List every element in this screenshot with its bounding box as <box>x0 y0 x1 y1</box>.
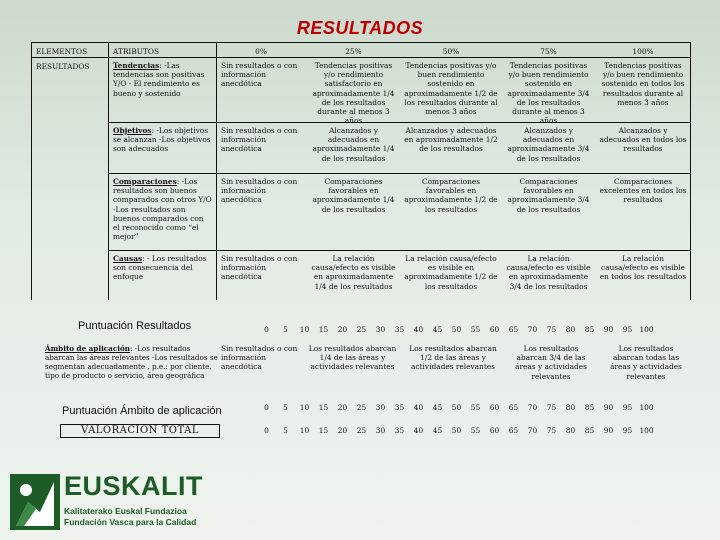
scale-value: 45 <box>432 325 443 334</box>
scale-value: 40 <box>413 403 424 412</box>
scale-value: 65 <box>508 426 519 435</box>
attribute-title: Objetivos <box>113 126 152 135</box>
attribute-title: Tendencias <box>113 61 160 70</box>
scale-value: 25 <box>356 426 367 435</box>
scale-value: 45 <box>432 426 443 435</box>
scale-value: 10 <box>299 325 310 334</box>
scale-value: 90 <box>603 325 614 334</box>
attribute-tendencias <box>110 59 215 121</box>
scale-value: 25 <box>356 325 367 334</box>
scale-value: 85 <box>584 325 595 334</box>
level-cell: Sin resultados o con información anecdótica <box>221 177 298 205</box>
level-cell: Tendencias positivas y/o buen rendimiento sostenido en todos los resultados durante al menos 3 años <box>601 61 685 107</box>
level-cell: Comparaciones favorables en aproximadamente 1/2 de los resultados <box>404 177 498 214</box>
scale-value: 75 <box>546 403 557 412</box>
scale-value: 20 <box>337 403 348 412</box>
level-cell: Sin resultados o con información anecdótica <box>221 61 298 89</box>
attribute-objetivos <box>110 124 215 172</box>
logo-subtitle-spanish: Fundación Vasca para la Calidad <box>64 517 197 527</box>
level-cell: La relación causa/efecto es visible en aproximadamente 1/2 de los resultados <box>404 254 498 291</box>
level-cell: Tendencias positivas y/o buen rendimiento sostenido en aproximadamente 1/2 de los resultados durante al menos 3 años <box>404 61 498 117</box>
attribute-text: : -Los objetivos se alcanzan -Los objetivos son adecuados <box>113 126 211 154</box>
scale-value: 75 <box>546 426 557 435</box>
scale-value: 95 <box>622 426 633 435</box>
scale-value: 55 <box>470 325 481 334</box>
ambito-level-75: Los resultados abarcan 3/4 de las áreas y actividades relevantes <box>515 344 587 381</box>
header-level-0: 0% <box>255 47 267 56</box>
scale-value: 60 <box>489 325 500 334</box>
puntuacion-resultados-label: Puntuación Resultados <box>78 320 192 332</box>
scale-row-valoracion <box>257 425 656 437</box>
logo-subtitle-basque: Kalitaterako Euskal Fundazioa <box>64 506 187 516</box>
attribute-comparaciones <box>110 175 215 249</box>
level-cell: La relación causa/efecto es visible en aproximadamente 3/4 de los resultados <box>506 254 591 291</box>
scale-value: 0 <box>264 426 269 435</box>
scale-value: 65 <box>508 325 519 334</box>
scale-value: 90 <box>603 403 614 412</box>
scale-value: 80 <box>565 426 576 435</box>
ambito-level-100: Los resultados abarcan todas las áreas y actividades relevantes <box>610 344 682 381</box>
scale-value: 70 <box>527 403 538 412</box>
level-cell: Comparaciones favorables en aproximadamente 3/4 de los resultados <box>507 177 590 214</box>
header-elementos: ELEMENTOS <box>36 47 88 56</box>
scale-value: 70 <box>527 325 538 334</box>
scale-value: 10 <box>299 426 310 435</box>
level-cell: Sin resultados o con información anecdótica <box>221 254 298 282</box>
scale-value: 85 <box>584 403 595 412</box>
scale-value: 35 <box>394 426 405 435</box>
ambito-description <box>42 342 222 404</box>
ambito-level-50: Los resultados abarcan 1/2 de las áreas y actividades relevantes <box>409 344 497 372</box>
element-name: RESULTADOS <box>36 62 90 71</box>
scale-value: 20 <box>337 325 348 334</box>
level-cell: La relación causa/efecto es visible en todos los resultados <box>599 254 687 282</box>
level-cell: Tendencias positivas y/o buen rendimiento sostenido en aproximadamente 3/4 de los resultados durante al menos 3 años <box>507 61 590 126</box>
header-level-50: 50% <box>442 47 460 56</box>
scale-value: 5 <box>283 426 288 435</box>
scale-value: 50 <box>451 325 462 334</box>
scale-value: 80 <box>565 403 576 412</box>
header-level-25: 25% <box>345 47 362 56</box>
scale-value: 35 <box>394 325 405 334</box>
attribute-text: : - Los resultados son consecuencia del enfoque <box>113 254 207 282</box>
ambito-text: : -Los resultados abarcan las áreas relevantes -Los resultados se segmentan adecuadamente , p.e.: por cliente, tipo de producto o servicio, área geográfica <box>45 344 218 380</box>
scale-value: 15 <box>318 325 329 334</box>
logo-wordmark: EUSKALIT <box>64 471 203 501</box>
scale-value: 80 <box>565 325 576 334</box>
scale-value: 5 <box>283 403 288 412</box>
results-matrix <box>31 42 691 342</box>
scale-value: 85 <box>584 426 595 435</box>
scale-value: 15 <box>318 403 329 412</box>
scale-row-resultados <box>257 324 656 336</box>
scale-value: 70 <box>527 426 538 435</box>
scale-value: 100 <box>639 325 654 334</box>
scale-value: 90 <box>603 426 614 435</box>
level-cell: Alcanzados y adecuados en aproximadamente 3/4 de los resultados <box>507 126 590 163</box>
valoracion-total-label: VALORACION TOTAL <box>60 424 220 438</box>
ambito-level-25: Los resultados abarcan 1/4 de las áreas y actividades relevantes <box>308 344 397 372</box>
scale-value: 60 <box>489 403 500 412</box>
scale-value: 30 <box>375 403 386 412</box>
scale-value: 40 <box>413 325 424 334</box>
scale-value: 5 <box>283 325 288 334</box>
scale-value: 25 <box>356 403 367 412</box>
page-title: RESULTADOS <box>296 18 424 38</box>
scale-value: 65 <box>508 403 519 412</box>
attribute-title: Causas <box>113 254 143 263</box>
puntuacion-ambito-label: Puntuación Ámbito de aplicación <box>62 405 222 417</box>
scale-value: 100 <box>639 403 654 412</box>
scale-value: 100 <box>639 426 654 435</box>
attribute-text: : -Los resultados son buenos comparados con otros Y/O -Los resultados son buenos comparados con el reconocido como “el mejor” <box>113 177 212 242</box>
scale-value: 55 <box>470 403 481 412</box>
scale-value: 40 <box>413 426 424 435</box>
header-level-100: 100% <box>632 47 654 56</box>
scale-value: 30 <box>375 325 386 334</box>
level-cell: Sin resultados o con información anecdótica <box>221 126 298 154</box>
scale-value: 45 <box>432 403 443 412</box>
level-cell: Alcanzados y adecuados en aproximadamente 1/2 de los resultados <box>404 126 498 154</box>
attribute-text: : -Las tendencias son positivas Y/O - El rendimiento es bueno y sostenido <box>113 61 205 98</box>
scale-value: 55 <box>470 426 481 435</box>
scale-value: 15 <box>318 426 329 435</box>
scale-value: 35 <box>394 403 405 412</box>
scale-value: 20 <box>337 426 348 435</box>
scale-value: 0 <box>264 325 269 334</box>
scale-value: 10 <box>299 403 310 412</box>
scale-value: 60 <box>489 426 500 435</box>
level-cell: Alcanzados y adecuados en aproximadamente 1/4 de los resultados <box>312 126 395 163</box>
level-cell: Alcanzados y adecuados en todos los resultados <box>599 126 687 154</box>
level-cell: La relación causa/efecto es visible en aproximadamente 1/4 de los resultados <box>311 254 396 291</box>
level-cell: Comparaciones excelentes en todos los resultados <box>599 177 687 205</box>
scale-value: 75 <box>546 325 557 334</box>
attribute-causas <box>110 252 215 300</box>
attribute-title: Comparaciones <box>113 177 177 186</box>
scale-value: 95 <box>622 325 633 334</box>
scale-value: 30 <box>375 426 386 435</box>
header-atributos: ATRIBUTOS <box>113 47 160 56</box>
scale-value: 50 <box>451 403 462 412</box>
header-level-75: 75% <box>540 47 557 56</box>
ambito-title: Ámbito de aplicación <box>45 344 130 353</box>
scale-row-ambito <box>257 402 656 414</box>
scale-value: 95 <box>622 403 633 412</box>
scale-value: 50 <box>451 426 462 435</box>
ambito-level-0: Sin resultados o con información anecdótica <box>221 344 298 372</box>
level-cell: Tendencias positivas y/o rendimiento satisfactorio en aproximadamente 1/4 de los resultados durante al menos 3 años <box>312 61 395 126</box>
level-cell: Comparaciones favorables en aproximadamente 1/4 de los resultados <box>312 177 395 214</box>
scale-value: 0 <box>264 403 269 412</box>
